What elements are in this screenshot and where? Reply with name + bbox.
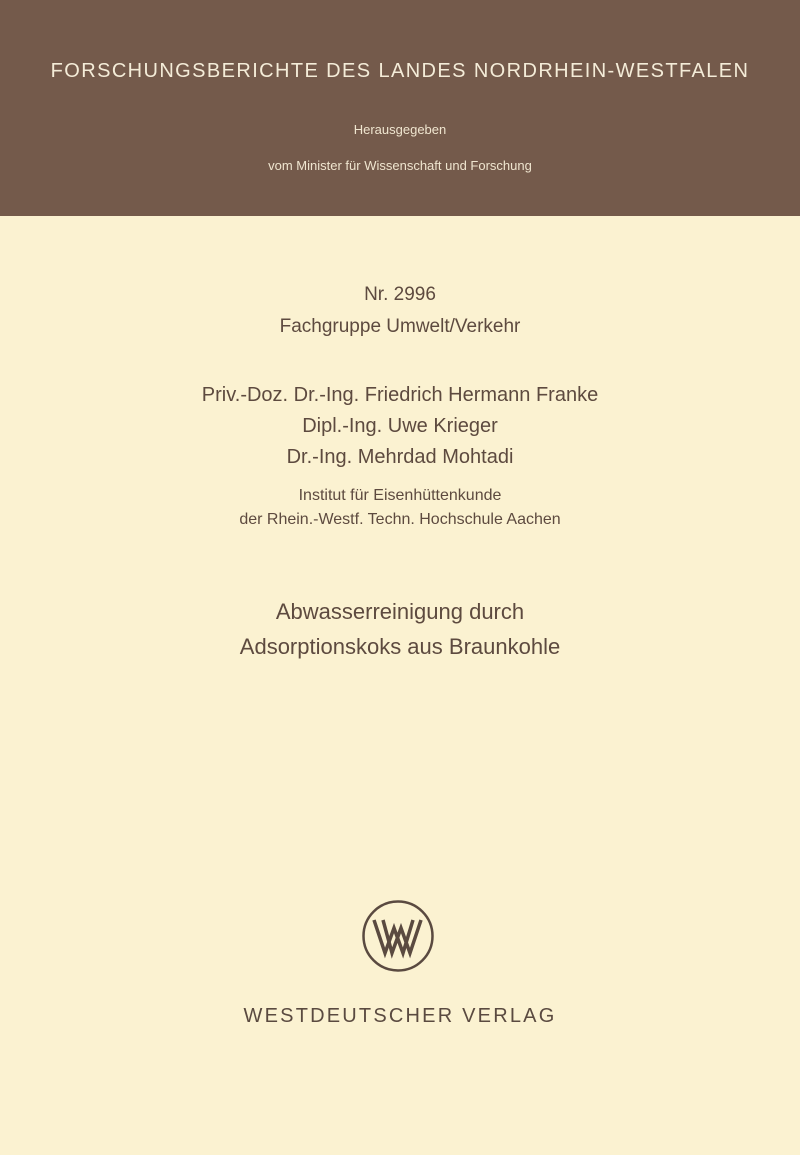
publisher-name: WESTDEUTSCHER VERLAG <box>243 1005 557 1027</box>
document-title <box>0 594 800 664</box>
institute-line: Institut für Eisenhüttenkunde <box>298 487 502 504</box>
publisher-line-1: Herausgegeben <box>353 122 447 137</box>
institute-line: der Rhein.-Westf. Techn. Hochschule Aachen <box>239 511 561 528</box>
report-number: Nr. 2996 <box>364 284 436 305</box>
report-group: Fachgruppe Umwelt/Verkehr <box>279 316 521 337</box>
author-name: Priv.-Doz. Dr.-Ing. Friedrich Hermann Franke <box>201 384 599 406</box>
author-name: Dr.-Ing. Mehrdad Mohtadi <box>286 446 514 468</box>
authors-list <box>0 380 800 473</box>
author-name: Dipl.-Ing. Uwe Krieger <box>302 415 498 437</box>
institute-block <box>0 484 800 532</box>
publisher-line-2: vom Minister für Wissenschaft und Forschung <box>268 158 532 173</box>
series-title: FORSCHUNGSBERICHTE DES LANDES NORDRHEIN-WESTFALEN <box>50 60 750 82</box>
title-line: Adsorptionskoks aus Braunkohle <box>239 634 561 659</box>
header-band <box>0 0 800 216</box>
title-line: Abwasserreinigung durch <box>275 599 525 624</box>
westdeutscher-verlag-logo-icon <box>360 898 436 974</box>
